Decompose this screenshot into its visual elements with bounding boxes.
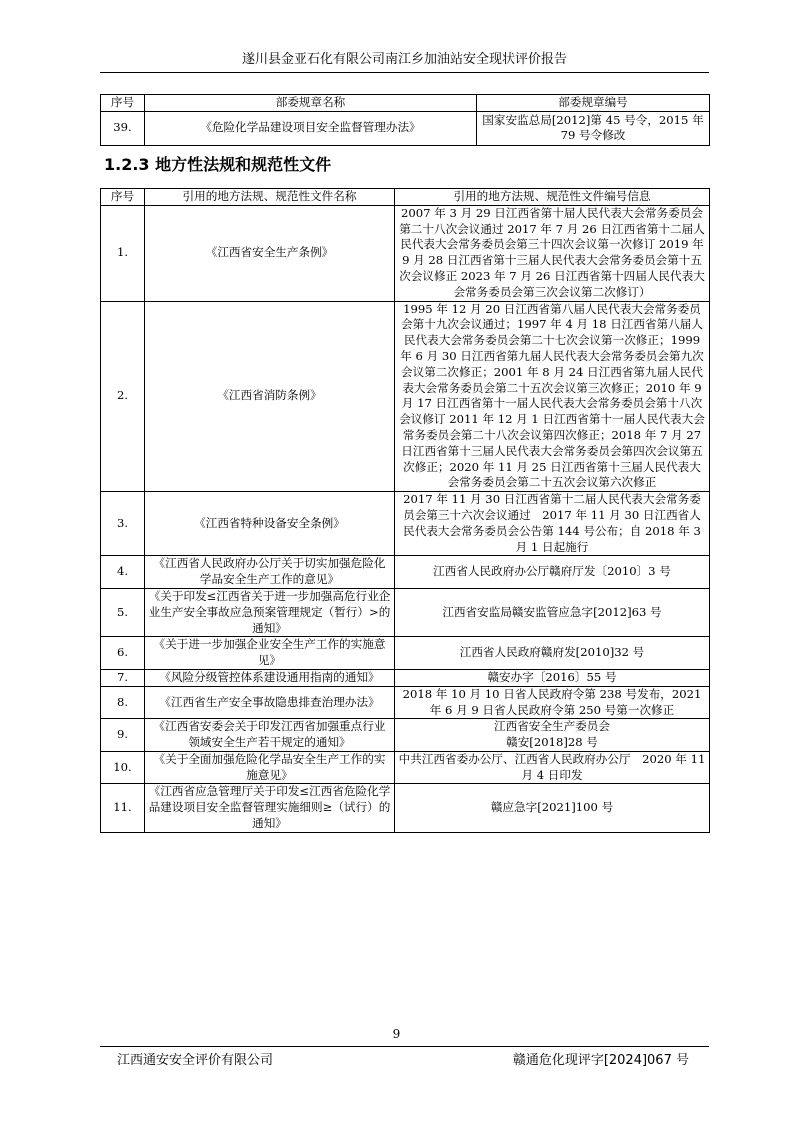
page-number: 9 [392,1027,401,1041]
cell-code: 1995 年 12 月 20 日江西省第八届人民代表大会常务委员会第十九次会议通过；1997 年 4 月 18 日江西省第八届人民代表大会常务委员会第二十七次会议第一次修正；1999 年 6 月 30 日江西省第九届人民代表大会常务委员会第九次会议第二次修正；2001 年 8 月 24 日江西省第九届人民代表大会常务委员会第二十五次会议第三次修正；2010 年 9 月 17 日江西省第十一届人民代表大会常务委员会第十八次会议修订 2011 年 12 月 1 日江西省第十一届人民代表大会常务委员会第二十八次会议第四次修正；2018 年 7 月 27 日江西省第十三届人民代表大会常务委员会第四次会议第五次修正；2020 年 11 月 25 日江西省第十三届人民代表大会常务委员会第二十五次会议第六次修正 [395,301,710,492]
cell-name: 《关于全面加强危险化学品安全生产工作的实施意见》 [145,751,395,784]
footer-report-no: 赣通危化现评字[2024]067 号 [512,1053,689,1068]
table-row [101,205,710,301]
cell-name: 《江西省安委会关于印发江西省加强重点行业领域安全生产若干规定的通知》 [145,719,395,752]
table-header-row [101,95,710,112]
page-header: 遂川县金亚石化有限公司南江乡加油站安全现状评价报告 [100,50,709,73]
cell-name: 《江西省人民政府办公厅关于切实加强危险化学品安全生产工作的意见》 [145,556,395,589]
cell-name: 《江西省特种设备安全条例》 [145,492,395,556]
cell-name: 《江西省消防条例》 [145,301,395,492]
cell-code: 赣应急字[2021]100 号 [395,784,710,832]
cell-name: 《危险化学品建设项目安全监督管理办法》 [145,111,477,145]
table-row [101,588,710,636]
cell-code: 2007 年 3 月 29 日江西省第十届人民代表大会常务委员会第二十八次会议通过 2017 年 7 月 26 日江西省第十二届人民代表大会常务委员会第三十四次会议第一次修订 2019 年 9 月 28 日江西省第十三届人民代表大会常务委员会第十五次会议修正 2023 年 7 月 26 日江西省第十四届人民代表大会常务委员会第三次会议第二次修订） [395,205,710,301]
col-header: 引用的地方法规、规范性文件编号信息 [395,189,710,206]
col-header: 序号 [101,95,145,112]
cell-name: 《关于印发≤江西省关于进一步加强高危行业企业生产安全事故应急预案管理规定（暂行）>的通知》 [145,588,395,636]
cell-index: 8. [101,686,145,719]
table-row [101,637,710,670]
cell-code: 赣安办字〔2016〕55 号 [395,669,710,686]
cell-index: 10. [101,751,145,784]
table-row [101,669,710,686]
ministry-regulations-table [100,94,710,146]
table-row [101,719,710,752]
cell-code: 江西省人民政府办公厅赣府厅发〔2010〕3 号 [395,556,710,589]
local-regulations-table [100,188,710,833]
table-row [101,111,710,145]
cell-index: 2. [101,301,145,492]
cell-index: 3. [101,492,145,556]
cell-index: 11. [101,784,145,832]
cell-code: 国家安监总局[2012]第 45 号令，2015 年 79 号令修改 [477,111,710,145]
col-header: 引用的地方法规、规范性文件名称 [145,189,395,206]
cell-name: 《风险分级管控体系建设通用指南的通知》 [145,669,395,686]
table-row [101,492,710,556]
cell-index: 5. [101,588,145,636]
col-header: 部委规章名称 [145,95,477,112]
col-header: 部委规章编号 [477,95,710,112]
footer-divider [100,1046,709,1047]
cell-index: 4. [101,556,145,589]
cell-index: 6. [101,637,145,670]
table-row [101,301,710,492]
section-title: 1.2.3 地方性法规和规范性文件 [104,155,332,174]
table-row [101,686,710,719]
cell-code: 中共江西省委办公厅、江西省人民政府办公厅 2020 年 11 月 4 日印发 [395,751,710,784]
cell-name: 《江西省生产安全事故隐患排查治理办法》 [145,686,395,719]
cell-name: 《江西省安全生产条例》 [145,205,395,301]
table-header-row [101,189,710,206]
cell-index: 1. [101,205,145,301]
cell-code: 2018 年 10 月 10 日省人民政府令第 238 号发布，2021 年 6 月 9 日省人民政府令第 250 号第一次修正 [395,686,710,719]
cell-code: 2017 年 11 月 30 日江西省第十二届人民代表大会常务委员会第三十六次会议通过 2017 年 11 月 30 日江西省人民代表大会常务委员会公告第 144 号公布；自 2018 年 3 月 1 日起施行 [395,492,710,556]
table-row [101,751,710,784]
cell-index: 7. [101,669,145,686]
cell-code: 江西省安全生产委员会 赣安[2018]28 号 [395,719,710,752]
cell-name: 《江西省应急管理厅关于印发≤江西省危险化学品建设项目安全监督管理实施细则≥（试行）的通知》 [145,784,395,832]
table-row [101,784,710,832]
table-row [101,556,710,589]
cell-index: 39. [101,111,145,145]
cell-code: 江西省人民政府赣府发[2010]32 号 [395,637,710,670]
col-header: 序号 [101,189,145,206]
footer-company: 江西通安安全评价有限公司 [117,1053,274,1068]
cell-name: 《关于进一步加强企业安全生产工作的实施意见》 [145,637,395,670]
cell-code: 江西省安监局赣安监管应急字[2012]63 号 [395,588,710,636]
cell-index: 9. [101,719,145,752]
